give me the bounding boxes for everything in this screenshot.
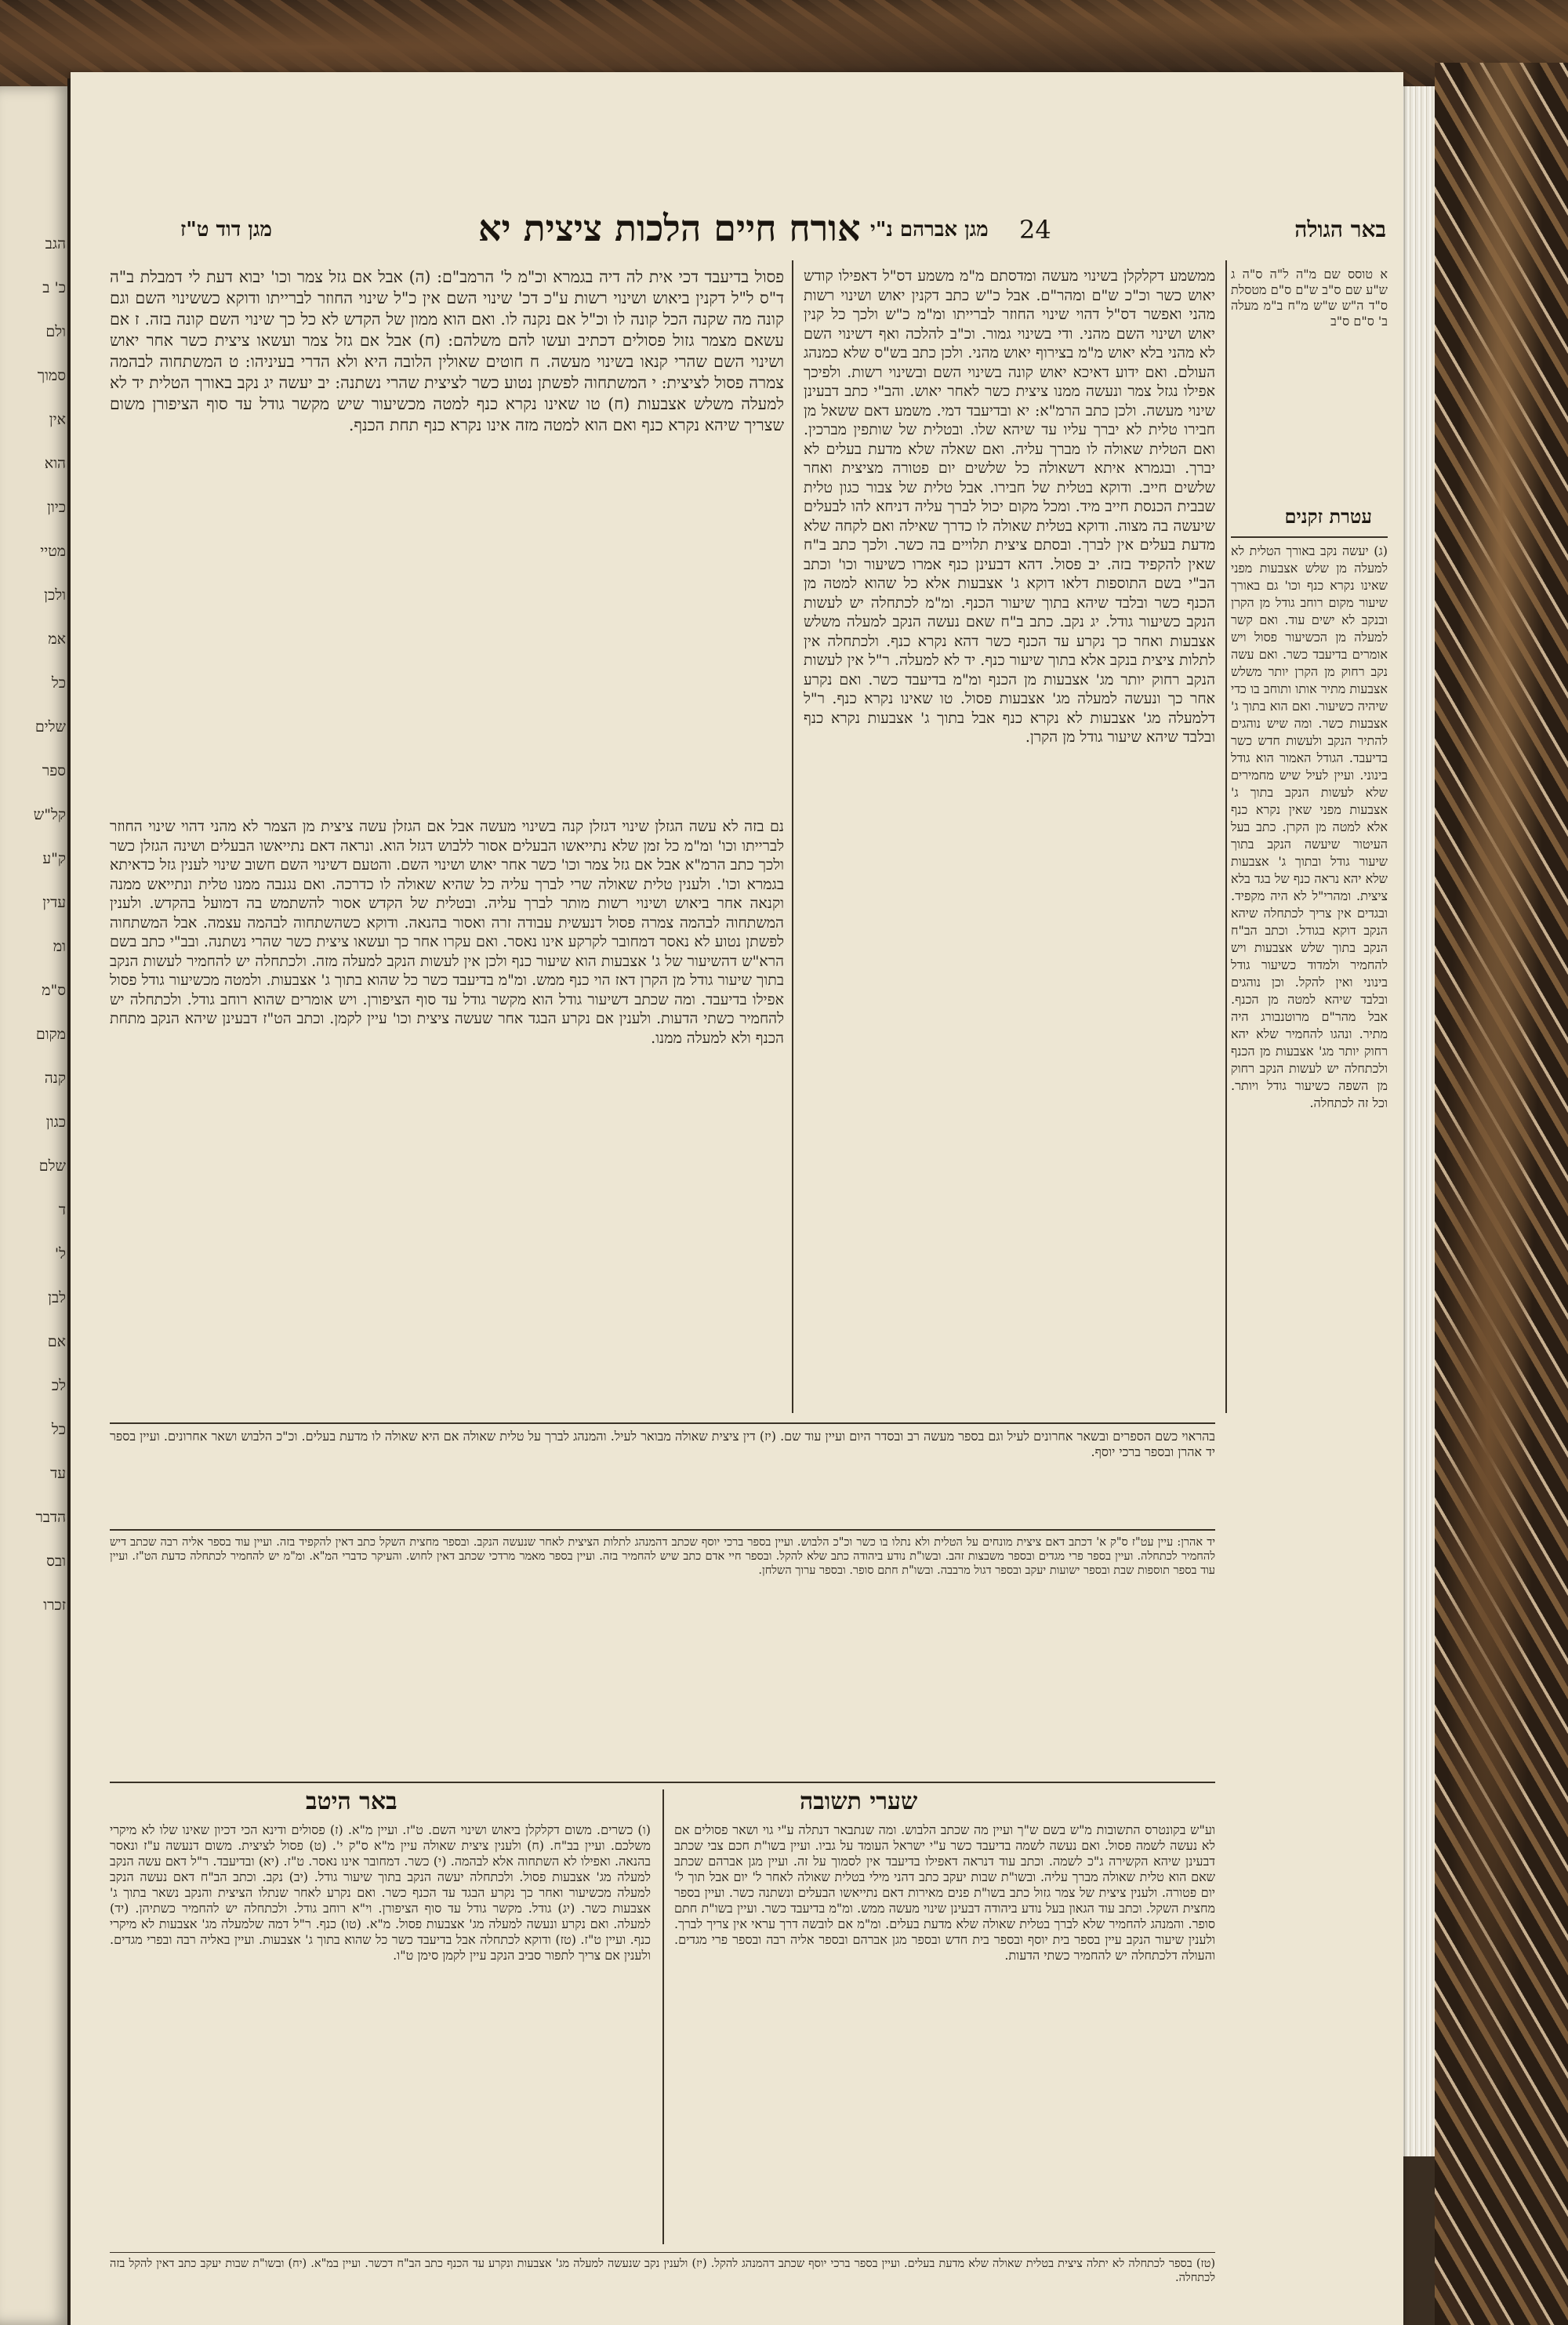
left-page-fragment: אין	[49, 411, 66, 428]
left-page-fragment: כל	[51, 1421, 66, 1438]
header-magen-avraham: מגן אברהם נ"י	[870, 218, 989, 242]
left-page-fragment: ד	[58, 1201, 66, 1219]
ateret-zekenim-text: (ג) יעשה נקב באורך הטלית לא למעלה מן שלש אצבעות מפני שאינו נקרא כנף וכו' גם באורך שיעור מקום רוחב גודל מן הקרן ובנקב לא ישים עוד. ואם קשר למעלה מן הכשיעור פסול ויש אומרים בדיעבד כשר. ואם עשה נקב רחוק מן הקרן יותר משלש אצבעות מתיר אותו ותוחב בו כדי שיהיה כשיעור. ואם הוא בתוך ג' אצבעות כשר. ומה שיש נוהגים להתיר הנקב ולעשות חדש כשר בדיעבד. הגודל האמור הוא גודל בינוני. ועיין לעיל שיש מחמירים שלא לעשות הנקב בתוך ג' אצבעות מפני שאין נקרא כנף אלא למטה מן הקרן. כתב בעל העיטור שיעשה הנקב בתוך שיעור גודל ובתוך ג' אצבעות שלא יהא נראה כנף של בגד בלא ציצית. ומהרי"ל לא היה מקפיד. ובגדים אין צריך לכתחלה שיהא הנקב דוקא בגודל. וכתב הב"ח הנקב בתוך שלש אצבעות ויש להחמיר ולמדוד כשיעור גודל בינוני ואין להקל. וכן נוהגים ובלבד שיהא למטה מן הכנף. אבל מהר"ם מרוטנבורג היה מתיר. ונהגו להחמיר שלא יהא רחוק יותר מג' אצבעות מן הכנף ולכתחלה יש לעשות הנקב רחוק מן השפה כשיעור גודל ויותר. וכל זה לכתחלה.	[1231, 543, 1388, 1110]
left-page-fragment: ס"מ	[42, 982, 66, 999]
section-heading-beer-heitev: באר היטב	[306, 1788, 397, 1815]
footer-notes: (טז) בספר לכתחלה לא יתלה ציצית בטלית שאולה שלא מדעת בעלים. ועיין בספר ברכי יוסף שכתב דהמנהג להקל. (יז) ולענין נקב שנעשה למעלה מג' אצבעות ונקרע עד הכנף כתב הב"ח דכשר. ועיין במ"א. (יח) ובשו"ת שבות יעקב כתב דאין להקל בזה לכתחלה.	[110, 2258, 1215, 2284]
left-page-edge	[0, 86, 71, 2325]
column-divider	[1225, 260, 1227, 1413]
book-page	[71, 72, 1403, 2325]
page-title: אורח חיים הלכות ציצית יא	[478, 207, 861, 249]
left-page-fragment: ובס	[46, 1553, 66, 1570]
section-heading-shaarei-teshuvah: שערי תשובה	[800, 1788, 918, 1815]
left-page-fragment: הדבר	[35, 1509, 66, 1526]
section-heading-ateret-zekenim: עטרת זקנים	[1284, 505, 1372, 528]
left-page-fragment: ק"ע	[42, 850, 66, 867]
left-page-fragment: עד	[50, 1465, 66, 1482]
left-page-fragment: סמוך	[37, 367, 66, 384]
footnote-band: בהראוי כשם הספרים ובשאר אחרונים לעיל וגם בספר מעשה רב ובסדר היום ועיין עוד שם. (יז) דין ציצית שאולה מבואר לעיל. והמנהג לברך על טלית שאולה אם היא שאולה לו מדעת בעלים. וכ"כ הלבוש ושאר אחרונים. ועיין בספר יד אהרן ובספר ברכי יוסף.	[110, 1429, 1215, 1459]
left-page-fragment: עדין	[42, 894, 66, 911]
column-divider	[792, 260, 793, 1413]
shaarei-teshuvah-text: וע"ש בקונטרס התשובות מ"ש בשם ש"ך ועיין מה שכתב הלבוש. ומה שנתבאר דנתלה ע"י גוי ושאר פסולים אם לא נעשה לשמה פסול. ואם נעשה לשמה בדיעבד כשר ע"י ישראל העומד על גביו. ועיין בשו"ת חכם צבי שכתב דבעינן שיהא הקשירה ג"כ לשמה. וכתב עוד דנראה דאפילו בדיעבד אין לסמוך על זה. ועיין מגן אברהם שכתב שאם הוא טלית שאולה מברך עליה. ובשו"ת שבות יעקב כתב דהני מילי בטלית שאולה לאחר ל' יום אבל תוך ל' יום פטורה. ולענין ציצית של צמר גזול כתב בשו"ת פנים מאירות דאם נתייאשו הבעלים ונשתנה כשר. ועיין בספר מחצית השקל. וכתב עוד הגאון בעל נודע ביהודה דבעינן שינוי מעשה ממש. ומ"מ בדיעבד כשר. ועיין בשו"ת חתם סופר. והמנהג להחמיר שלא לברך בטלית שאולה שלא מדעת בעלים. ומ"מ אם לובשה דרך עראי אין צריך לברך. ולענין שיעור הנקב עיין בספר בית יוסף ובספר בית חדש ובספר מגן אברהם ובספר אליה רבה ובספר פרי מגדים. והעולה דלכתחלה יש להחמיר כשתי הדעות.	[674, 1822, 1215, 1963]
magen-avraham-commentary: ממשמע דקלקלן בשינוי מעשה ומדסתם מ"מ משמע דס"ל דאפילו קודש יאוש כשר וכ"כ ש"ם ומהר"ם. אבל כ"ש כתב דקנין יאוש ושינוי רשות מהני ואפשר דס"ל דהוי שינוי החוזר לברייתו ומ"מ כ"ש ולכך כל קנין יאוש ושינוי השם מהני. ודי בשינוי גמור. וכ"ב להלכה ואף דשינוי השם לא מהני בלא יאוש מ"מ בצירוף יאוש מהני. ולכן כתב בש"ס שלא כמנהג העולם. ואם ידוע דאיכא יאוש קונה בשינוי השם ובשינוי רשות. ולפיכך אפילו נגזל צמר ונעשה ממנו ציצית כשר לאחר יאוש. והב"י כתב דבעינן שינוי מעשה. ולכן כתב הרמ"א: יא ובדיעבד דמי. משמע דאם ששאל מן חבירו טלית לא יברך עליו עד שיהא שלו. ובטלית של שותפין מברכין. ואם הטלית שאולה לו מברך עליה. ואם שאלה שלא מדעת בעלים לא יברך. ובגמרא איתא דשאולה כל שלשים יום פטורה מציצית ואחר שלשים חייב. ודוקא בטלית של חבירו. אבל טלית של צבור כגון טלית שבבית הכנסת חייב מיד. ומכל מקום יכול לברך עליה דניחא להו לבעלים שיעשה בה מצוה. ודוקא בטלית שאולה לו כדרך שאילה ואם לקחה שלא מדעת בעלים אין לברך. ובסתם ציצית תלויים בה כשר. ולכך כתב ב"ח שאין להקפיד בזה. יב פסול. דהא דבעינן כנף אמרו כשיעור וכו' וכתב הב"י בשם התוספות דלאו דוקא ג' אצבעות אלא כל שהוא למטה מן הכנף כשר ובלבד שיהא בתוך שיעור הכנף. ומ"מ לכתחלה יש לעשות הנקב כשיעור גודל. יג נקב. כתב ב"ח שאם נעשה הנקב למעלה משלש אצבעות ואחר כך נקרע עד הכנף כשר דהא נקרא כנף. ולכתחלה אין לתלות ציצית בנקב אלא בתוך שיעור כנף. יד לא למעלה. ר"ל אין לעשות הנקב רחוק יותר מג' אצבעות מן הכנף ומ"מ בדיעבד כשר. ואם נקרע אחר כך ונעשה למעלה מג' אצבעות פסול. טו שאינו נקרא כנף. ר"ל דלמעלה מג' אצבעות לא נקרא כנף אבל בתוך ג' אצבעות נקרא כנף ובלבד שיהא שיעור גודל מן הקרן.	[804, 267, 1215, 746]
section-divider	[110, 2252, 1215, 2253]
yad-aharon-band: יד אהרן: עיין עט"ז ס"ק א' דכתב דאם ציצית מונחים על הטלית ולא נתלו בו כשר וכ"כ הלבוש. ועיין בספר ברכי יוסף שכתב דהמנהג לתלות הציצית לאחר שנעשה הנקב. ובספר מחצית השקל כתב דאין להקפיד בזה. ועיין עוד בספר אליה רבה שכתב דיש להחמיר לכתחלה. ועיין בספר פרי מגדים ובספר משבצות זהב. ובשו"ת נודע ביהודה כתב שלא להקל. ובספר חיי אדם כתב שיש להחמיר בזה. ועיין בספר מאמר מרדכי שכתב דאין לחוש. והעיקר כדברי המ"א. ומ"מ יש להחמיר לכתחלה כדעת הט"ז. ועיין עוד בספר תוספות שבת ובספר ישועות יעקב ובספר דגול מרבבה. ובשו"ת חתם סופר. ובספר ערוך השלחן.	[110, 1536, 1215, 1577]
left-page-fragment: שלים	[34, 718, 66, 736]
section-divider	[110, 1422, 1215, 1424]
section-divider	[110, 1782, 1215, 1783]
main-text-upper: פסול בדיעבד דכי אית לה דיה בגמרא וכ"מ ל' הרמב"ם: (ה) אבל אם גזל צמר וכו' יבוא דעת לי דמבלת ב"ה ד"ס ל"ל דקנין ביאוש ושינוי רשות ע"כ דכ' שינוי השם אין כ"ל שינוי החוזר לברייתו ודוקא כששינוי השם וגם קונה מה שקנה הכל קונה לו וכ"ל אם נקנה לו. ואם הוא ממון של הקדש לא כל כך שינוי השם קונה בזה. ז אם עשאם מצמר גזול פסולים דכתיב ועשו להם משלהם: (ח) אבל אם גזל צמר ועשאו ציצית כשר אחר יאוש ושינוי השם שהרי קנאו בשינוי מעשה. ח חוטים שאולין הלובה היא ולא הדרי בעיניהו: ט המשתחוה לבהמה צמרה פסול לציצית: י המשתחוה לפשתן נטוע כשר לציצית שהרי נשתנה: יב יעשה יג נקב באורך הטלית יד לא למעלה משלש אצבעות (ח) טו שאינו נקרא כנף למטה מכשיעור שיש מקשר גודל עד סוף הציפורן משום שצריך שיהא נקרא כנף ואם הוא למטה מזה אינו נקרא כנף תחת הכנף.	[110, 267, 784, 434]
left-page-fragment: אמ	[48, 630, 66, 648]
left-page-fragment: כל	[51, 674, 66, 692]
left-page-fragment: ולם	[45, 323, 66, 340]
left-page-fragment: ספר	[42, 762, 66, 779]
beer-hagolah-column: א טוסס שם מ"ה ל"ה ס"ה ג ש"ע שם ס"ב ש"ם ס"ם מטסלת ס"ד ה"ש ש"ש מ"ח ב"מ מעלה ב' ס"ם ס"ב	[1231, 267, 1388, 329]
section-divider	[110, 1529, 1215, 1531]
page-number: 24	[1019, 215, 1051, 245]
divider	[1231, 536, 1388, 538]
left-page-fragment: הגב	[45, 235, 66, 252]
left-page-fragment: כגון	[45, 1113, 66, 1131]
left-page-fragment: קנה	[44, 1070, 66, 1087]
left-page-fragment: ל'	[54, 1245, 66, 1262]
left-page-fragment: שלם	[38, 1157, 66, 1175]
left-page-fragment: קל"ש	[33, 806, 66, 823]
left-page-fragment: ומ	[53, 938, 66, 955]
column-divider	[662, 1789, 664, 2244]
left-page-fragment: לבן	[48, 1289, 66, 1306]
left-page-fragment: ולכן	[44, 587, 66, 604]
left-page-fragment: לכ	[51, 1377, 66, 1394]
header-right-label: באר הגולה	[1294, 216, 1386, 242]
left-page-fragment: אם	[47, 1333, 66, 1350]
magen-david-commentary: נם בזה לא עשה הגזלן שינוי דגזלן קנה בשינוי מעשה אבל אם הגזלן עשה ציצית מן הצמר לא מהני דהוי שינוי החוזר לברייתו וכו' ומ"מ כל זמן שלא נתייאשו הבעלים אסור ללבוש דגזל הוא. ונראה דאם נתייאשו הבעלים ושינה הגזלן כשר ולכך כתב הרמ"א אבל אם גזל צמר וכו' כשר אחר יאוש ושינוי השם. והטעם דשינוי השם חשוב שינוי לענין גזל כדאיתא בגמרא וכו'. ולענין טלית שאולה שרי לברך עליה כל שהיא שאולה לו כדרכה. ואם נגנבה ממנו טלית ונתייאש ממנה וקנאה אחר ביאוש ושינוי רשות מותר לברך עליה. ובטלית של הקדש אסור להשתמש בה דמועל בהקדש. ולענין המשתחוה לבהמה צמרה פסול דנעשית עבודה זרה ואסור בהנאה. ודוקא כשהשתחוה לבהמה עצמה. אבל המשתחוה לפשתן נטוע לא נאסר דמחובר לקרקע אינו נאסר. ואם עקרו אחר כך ועשאו ציצית כשר שהרי נשתנה. ובב"י כתב בשם הרא"ש דהשיעור של ג' אצבעות הוא שיעור כנף ולכן אין לעשות הנקב למעלה מזה. ולכתחלה יש להחמיר לעשות הנקב בתוך שיעור גודל מן הקרן דאז הוי כנף ממש. ומ"מ בדיעבד כשר כל שהוא בתוך ג' אצבעות. ולמטה מכשיעור גודל פסול אפילו בדיעבד. ומה שכתב דשיעור גודל הוא מקשר גודל עד סוף הציפורן. ויש אומרים שהוא רוחב גודל. ולכתחלה יש להחמיר כשתי הדעות. ולענין אם נקרע הבגד אחר שעשה ציצית וכו' עיין לקמן. וכתב הט"ז דבעינן שיהא הנקב מתחת הכנף ולא למעלה ממנו.	[110, 818, 784, 1047]
left-page-fragment: כ' ב	[42, 279, 66, 296]
header-magen-david: מגן דוד ט"ז	[180, 218, 272, 242]
left-page-fragment: מטיי	[40, 543, 66, 560]
left-page-fragment: כיון	[47, 499, 66, 516]
beer-heitev-text: (ו) כשרים. משום דקלקלן ביאוש ושינוי השם. ט"ז. ועיין מ"א. (ז) פסולים ודינא הכי דכיון שאינו שלו לא מיקרי משלכם. ועיין בב"ח. (ח) ולענין ציצית שאולה עיין מ"א ס"ק י'. (ט) פסול לציצית. משום דנעשה ע"ז ונאסר בהנאה. ואפילו לא השתחוה אלא לבהמה. (י) כשר. דמחובר אינו נאסר. ט"ז. (יא) ובדיעבד. ר"ל דאם עשה הנקב למעלה מג' אצבעות פסול. ולכתחלה יעשה הנקב בתוך שיעור גודל. (יב) נקב. וכתב הב"ח דאם נעשה הנקב למעלה מכשיעור ואחר כך נקרע הבגד עד הכנף כשר. ואם נקרע לאחר שנתלו הציצית והנקב נשאר בתוך ג' אצבעות כשר. (יג) גודל. מקשר גודל עד סוף הציפורן. וי"א רוחב גודל. ולכתחלה יש להחמיר כשתיהן. (יד) למעלה. ואם נקרע ונעשה למעלה מג' אצבעות פסול. מ"א. (טו) כנף. ר"ל דמה שלמעלה מג' אצבעות לא מיקרי כנף. ועיין ט"ז. (טז) ודוקא לכתחלה אבל בדיעבד כשר כל שהוא בתוך ג' אצבעות. ועיין באליה רבה ובפרי מגדים. ולענין אם צריך לתפור סביב הנקב עיין לקמן סימן ט"ו.	[110, 1822, 651, 1963]
left-page-fragment: זכרו	[43, 1597, 66, 1614]
left-page-fragment: מקום	[35, 1026, 66, 1043]
left-page-fragment: הוא	[44, 455, 66, 472]
book-cover-right	[1435, 63, 1568, 2325]
